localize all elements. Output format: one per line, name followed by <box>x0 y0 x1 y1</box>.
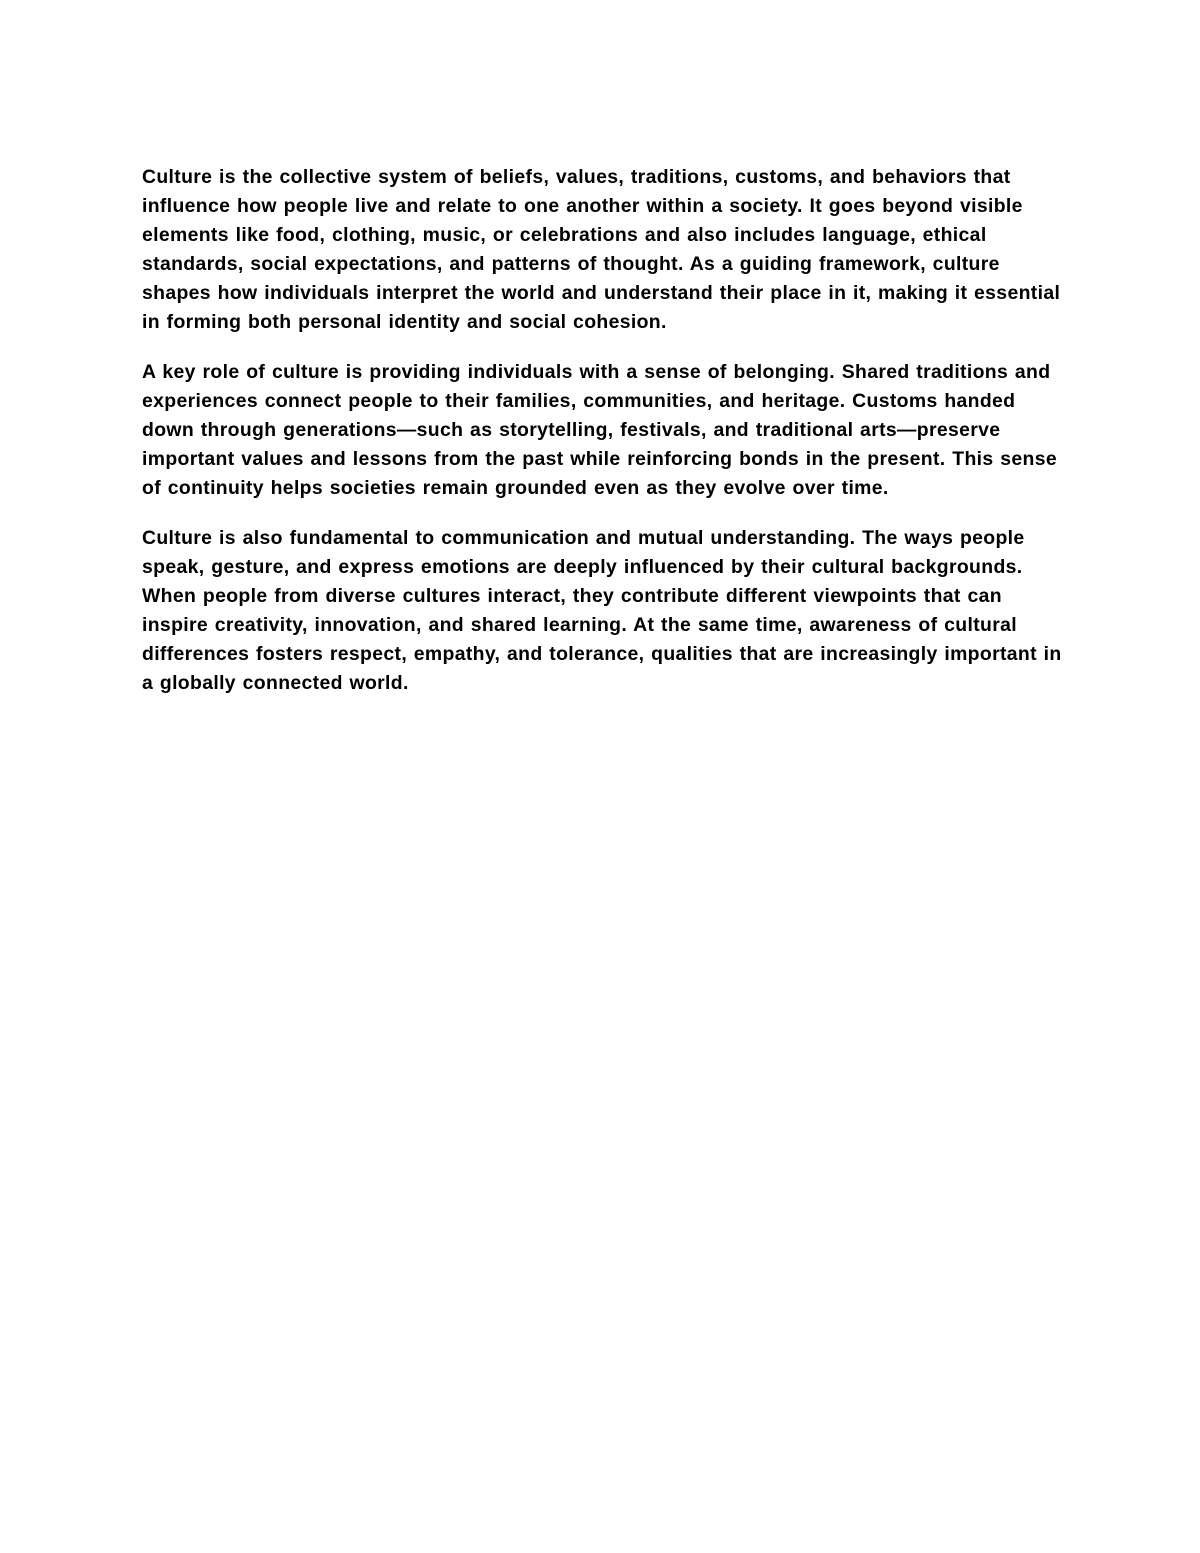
document-body <box>142 163 1067 719</box>
paragraph-communication: Culture is also fundamental to communication and mutual understanding. The ways people speak, gesture, and express emotions are deeply influenced by their cultural backgrounds. When people from diverse cultures interact, they contribute different viewpoints that can inspire creativity, innovation, and shared learning. At the same time, awareness of cultural differences fosters respect, empathy, and tolerance, qualities that are increasingly important in a globally connected world. <box>142 527 1062 694</box>
paragraph-culture-definition: Culture is the collective system of beliefs, values, traditions, customs, and behaviors that influence how people live and relate to one another within a society. It goes beyond visible elements like food, clothing, music, or celebrations and also includes language, ethical standards, social expectations, and patterns of thought. As a guiding framework, culture shapes how individuals interpret the world and understand their place in it, making it essential in forming both personal identity and social cohesion. <box>142 166 1061 333</box>
paragraph-sense-of-belonging: A key role of culture is providing individuals with a sense of belonging. Shared traditions and experiences connect people to their families, communities, and heritage. Customs handed down through generations—such as storytelling, festivals, and traditional arts—preserve important values and lessons from the past while reinforcing bonds in the present. This sense of continuity helps societies remain grounded even as they evolve over time. <box>142 361 1057 499</box>
